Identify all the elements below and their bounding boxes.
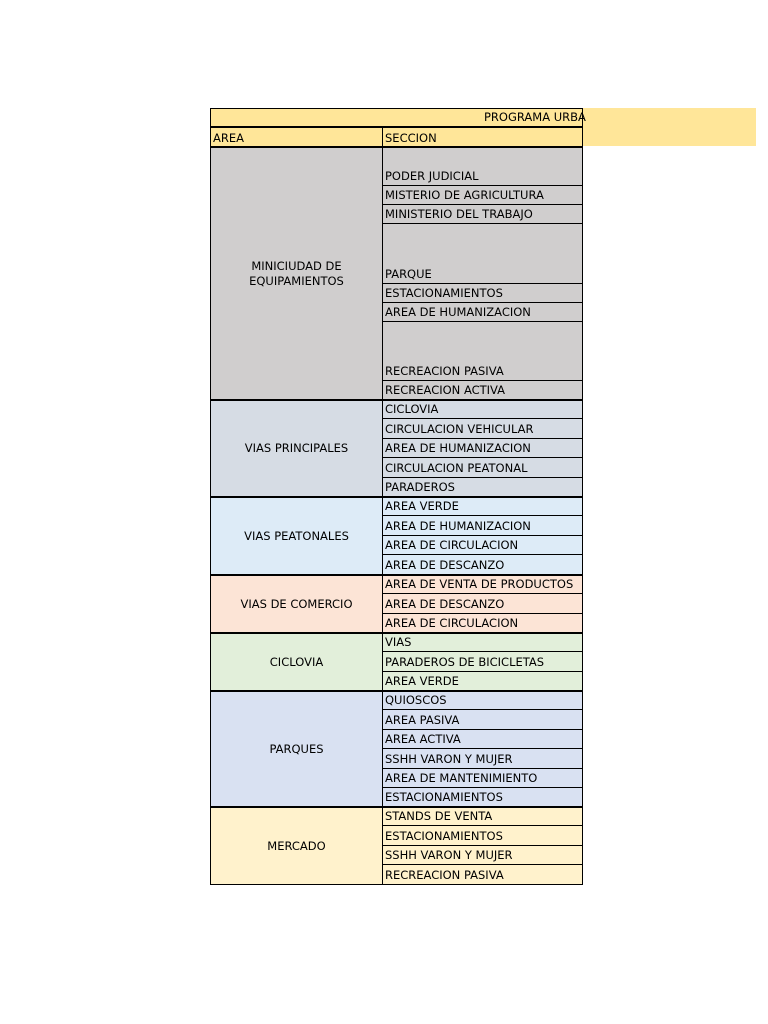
seccion-cell: [382, 807, 583, 826]
seccion-label: MINISTERIO DEL TRABAJO: [385, 207, 533, 221]
seccion-cell: [382, 457, 583, 478]
seccion-cell: [382, 633, 583, 652]
area-cell: PARQUES: [210, 691, 383, 807]
group-4: [210, 633, 583, 691]
seccion-label: AREA DE HUMANIZACION: [385, 441, 531, 455]
seccion-label: PARADEROS: [385, 480, 455, 494]
seccion-cell: [382, 204, 583, 224]
seccion-label: AREA DE HUMANIZACION: [385, 519, 531, 533]
seccion-label: QUIOSCOS: [385, 693, 447, 707]
group-1: [210, 400, 583, 497]
seccion-label: AREA DE CIRCULACION: [385, 616, 519, 630]
seccion-label: RECREACION ACTIVA: [385, 383, 506, 397]
seccion-cell: [382, 575, 583, 594]
table-title: PROGRAMA URBA: [484, 110, 586, 124]
area-cell: VIAS PEATONALES: [210, 497, 383, 575]
seccion-label: AREA DE VENTA DE PRODUCTOS: [385, 577, 574, 591]
seccion-cell: [382, 671, 583, 691]
seccion-cell: [382, 223, 583, 284]
seccion-label: AREA DE CIRCULACION: [385, 538, 519, 552]
group-2: [210, 497, 583, 575]
seccion-label: SSHH VARON Y MUJER: [385, 752, 513, 766]
seccion-cell: [382, 400, 583, 419]
header-seccion: SECCION: [382, 127, 583, 147]
seccion-label: AREA VERDE: [385, 499, 459, 513]
seccion-cell: [382, 825, 583, 846]
seccion-cell: [382, 554, 583, 575]
seccion-cell: [382, 185, 583, 205]
seccion-cell: [382, 729, 583, 749]
seccion-label: AREA DE DESCANZO: [385, 558, 505, 572]
seccion-cell: [382, 497, 583, 516]
seccion-cell: [382, 864, 583, 885]
seccion-label: RECREACION PASIVA: [385, 868, 504, 882]
seccion-label: ESTACIONAMIENTOS: [385, 790, 503, 804]
seccion-label: AREA DE MANTENIMIENTO: [385, 771, 538, 785]
seccion-cell: [382, 613, 583, 633]
seccion-label: AREA ACTIVA: [385, 732, 461, 746]
seccion-cell: [382, 593, 583, 614]
seccion-label: ESTACIONAMIENTOS: [385, 829, 503, 843]
area-cell: VIAS DE COMERCIO: [210, 575, 383, 633]
seccion-cell: [382, 535, 583, 555]
header-area: AREA: [210, 127, 383, 147]
seccion-cell: [382, 709, 583, 730]
seccion-label: ESTACIONAMIENTOS: [385, 286, 503, 300]
seccion-label: STANDS DE VENTA: [385, 809, 493, 823]
seccion-cell: [382, 283, 583, 303]
seccion-cell: [382, 845, 583, 865]
seccion-label: PODER JUDICIAL: [385, 169, 479, 183]
seccion-label: PARADEROS DE BICICLETAS: [385, 655, 545, 669]
seccion-label: CICLOVIA: [385, 402, 439, 416]
seccion-cell: [382, 477, 583, 497]
seccion-cell: [382, 147, 583, 186]
group-6: [210, 807, 583, 885]
seccion-label: MISTERIO DE AGRICULTURA: [385, 188, 544, 202]
header-row: [210, 127, 583, 147]
seccion-label: RECREACION PASIVA: [385, 364, 504, 378]
seccion-cell: [382, 768, 583, 788]
seccion-cell: [382, 302, 583, 322]
seccion-cell: [382, 748, 583, 769]
seccion-label: SSHH VARON Y MUJER: [385, 848, 513, 862]
group-5: [210, 691, 583, 807]
group-3: [210, 575, 583, 633]
seccion-label: AREA DE DESCANZO: [385, 597, 505, 611]
seccion-label: CIRCULACION VEHICULAR: [385, 422, 534, 436]
area-cell: MERCADO: [210, 807, 383, 885]
seccion-cell: [382, 380, 583, 400]
seccion-cell: [382, 515, 583, 536]
seccion-label: PARQUE: [385, 267, 432, 281]
seccion-label: AREA PASIVA: [385, 713, 460, 727]
seccion-cell: [382, 418, 583, 439]
seccion-label: CIRCULACION PEATONAL: [385, 461, 528, 475]
seccion-label: VIAS: [385, 635, 412, 649]
group-0: [210, 147, 583, 400]
seccion-label: AREA VERDE: [385, 674, 459, 688]
seccion-cell: [382, 321, 583, 381]
seccion-cell: [382, 787, 583, 807]
seccion-cell: [382, 691, 583, 710]
seccion-cell: [382, 438, 583, 458]
seccion-cell: [382, 651, 583, 672]
area-cell: VIAS PRINCIPALES: [210, 400, 383, 497]
seccion-label: AREA DE HUMANIZACION: [385, 305, 531, 319]
area-cell: MINICIUDAD DE EQUIPAMIENTOS: [210, 147, 383, 400]
area-cell: CICLOVIA: [210, 633, 383, 691]
